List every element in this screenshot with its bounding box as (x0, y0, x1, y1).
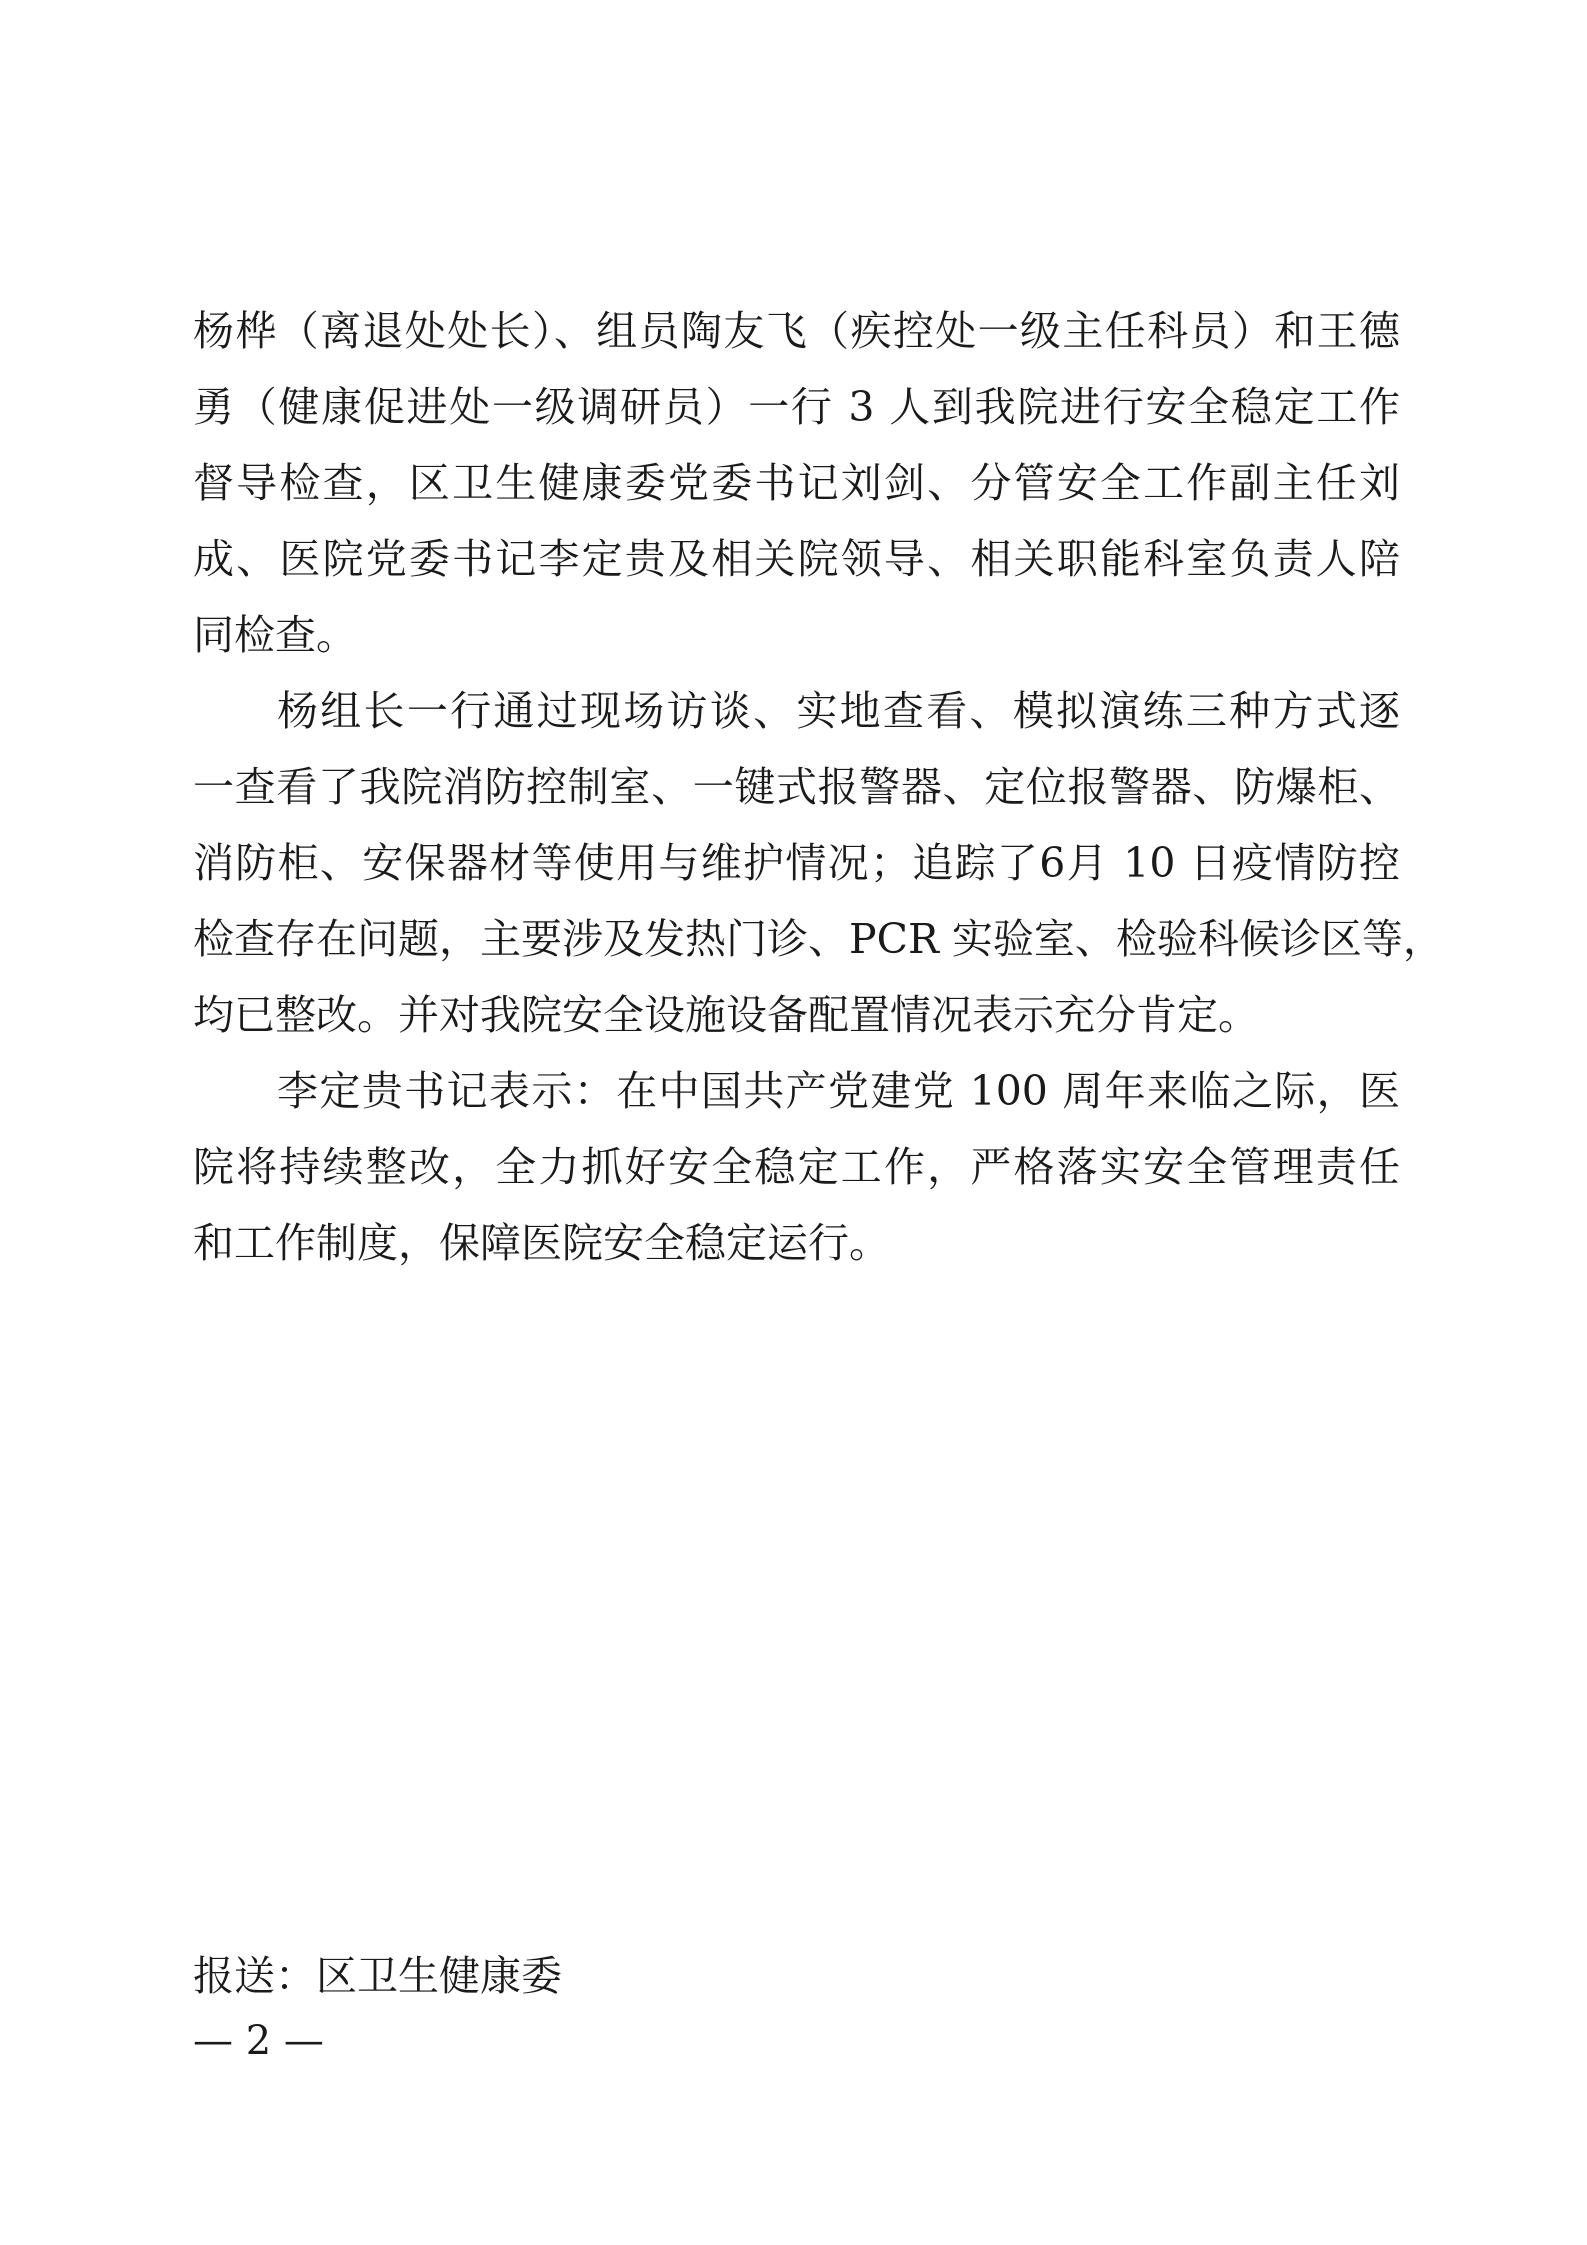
paragraph-2-line-5: 均已整改。并对我院安全设施设备配置情况表示充分肯定。 (193, 991, 1259, 1039)
paragraph-2-line-3: 消防柜、安保器材等使用与维护情况；追踪了6月 10 日疫情防控 (193, 839, 1400, 887)
paragraph-1-line-1: 杨桦（离退处处长）、组员陶友飞（疾控处一级主任科员）和王德 (193, 307, 1400, 355)
paragraph-1-line-4: 成、医院党委书记李定贵及相关院领导、相关职能科室负责人陪 (193, 535, 1400, 583)
paragraph-1-line-3: 督导检查，区卫生健康委党委书记刘剑、分管安全工作副主任刘 (193, 459, 1400, 507)
paragraph-2-line-4: 检查存在问题，主要涉及发热门诊、PCR 实验室、检验科候诊区等， (193, 915, 1444, 963)
paragraph-3-line-2: 院将持续整改，全力抓好安全稳定工作，严格落实安全管理责任 (193, 1143, 1400, 1191)
paragraph-3-line-1: 李定贵书记表示：在中国共产党建党 100 周年来临之际，医 (277, 1067, 1400, 1115)
body-text (193, 293, 1444, 1281)
paragraph-2-line-2: 一查看了我院消防控制室、一键式报警器、定位报警器、防爆柜、 (193, 763, 1400, 811)
report-recipient: 报送：区卫生健康委 (193, 1952, 562, 2000)
page-number: — 2 — (193, 2018, 324, 2064)
paragraph-1-line-2: 勇（健康促进处一级调研员）一行 3 人到我院进行安全稳定工作 (193, 383, 1400, 431)
paragraph-2-line-1: 杨组长一行通过现场访谈、实地查看、模拟演练三种方式逐 (277, 687, 1400, 735)
paragraph-3-line-3: 和工作制度，保障医院安全稳定运行。 (193, 1219, 890, 1267)
paragraph-1-line-5: 同检查。 (193, 611, 357, 659)
